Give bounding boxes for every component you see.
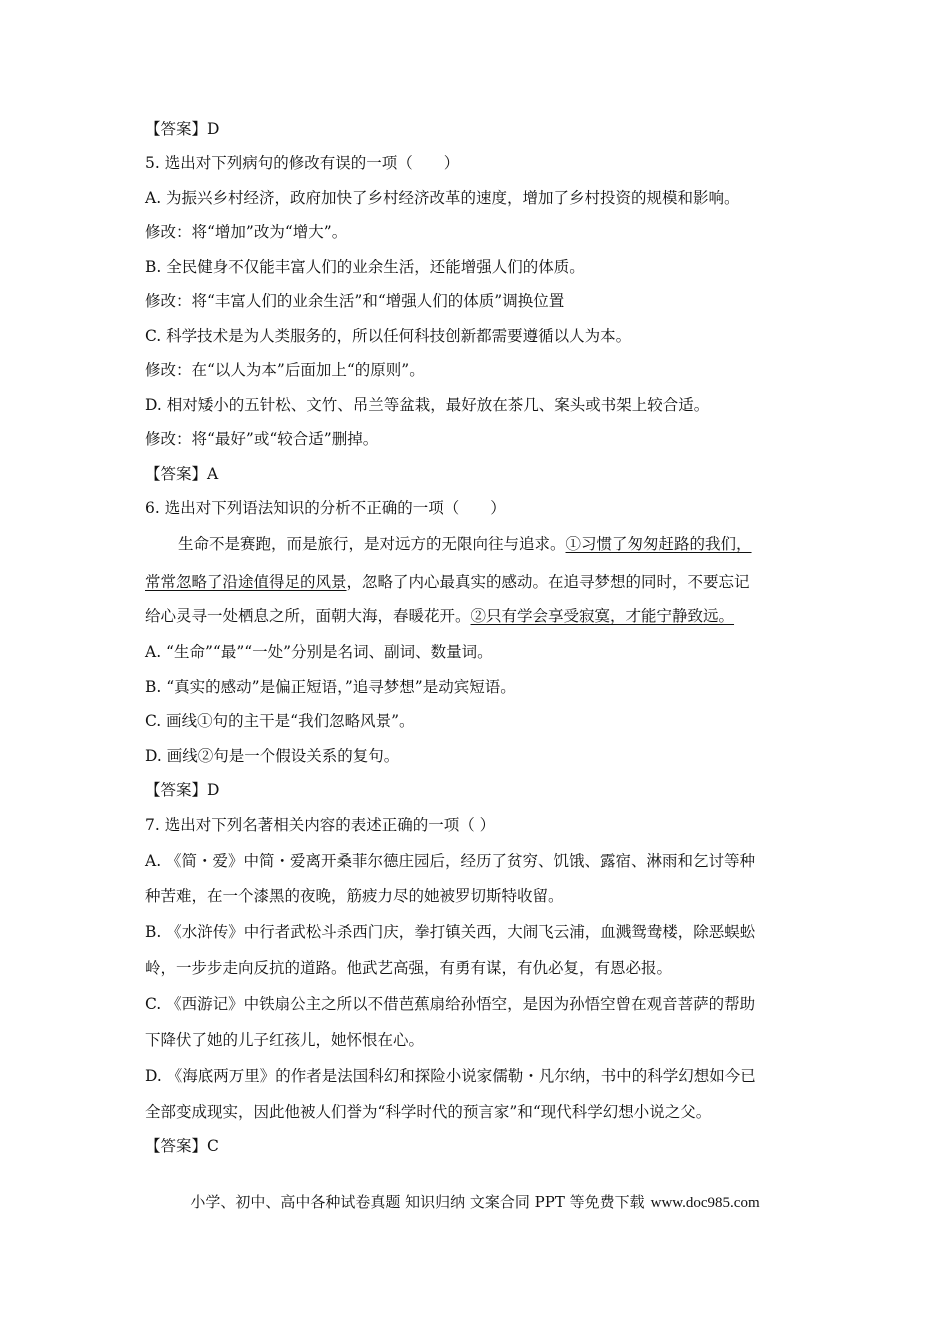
q6-passage-text: 给心灵寻一处栖息之所，面朝大海，春暖花开。 [145,607,471,625]
q6-stem: 6. 选出对下列语法知识的分析不正确的一项（ ） [145,499,506,517]
q6-passage-text: ，忽略了内心最真实的感动。在追寻梦想的同时，不要忘记 [346,573,750,591]
q7-option-a-line-1: A. 《简・爱》中简・爱离开桑菲尔德庄园后，经历了贫穷、饥饿、露宿、淋雨和乞讨等种 [145,852,756,870]
q5-stem: 5. 选出对下列病句的修改有误的一项（ ） [145,154,460,172]
q6-passage-line-2 [145,572,750,592]
q6-underlined-sentence-2: ②只有学会享受寂寞，才能宁静致远。 [470,607,735,625]
q5-option-b-fix: 修改：将“丰富人们的业余生活”和“增强人们的体质”调换位置 [145,292,565,310]
q6-passage-text: 生命不是赛跑，而是旅行，是对远方的无限向往与追求。 [178,535,566,553]
q6-passage-line-3 [145,606,734,626]
q6-option-c: C. 画线①句的主干是“我们忽略风景”。 [145,712,415,730]
q7-stem: 7. 选出对下列名著相关内容的表述正确的一项（ ） [145,816,496,834]
answer-q4: 【答案】D [145,120,220,138]
q5-option-a: A. 为振兴乡村经济，政府加快了乡村经济改革的速度，增加了乡村投资的规模和影响。 [145,189,740,207]
footer-site-link[interactable]: www.doc985.com [650,1195,760,1211]
q6-underlined-sentence-1: ①习惯了匆匆赶路的我们， [565,535,752,553]
q7-option-a-line-2: 种苦难，在一个漆黑的夜晚，筋疲力尽的她被罗切斯特收留。 [145,887,564,905]
q7-option-d-line-1: D. 《海底两万里》的作者是法国科幻和探险小说家儒勒・凡尔纳，书中的科学幻想如今已 [145,1067,756,1085]
q5-option-a-fix: 修改：将“增加”改为“增大”。 [145,223,348,241]
q5-option-b: B. 全民健身不仅能丰富人们的业余生活，还能增强人们的体质。 [145,258,585,276]
q5-option-d-fix: 修改：将“最好”或“较合适”删掉。 [145,430,379,448]
footer-text: 小学、初中、高中各种试卷真题 知识归纳 文案合同 PPT 等免费下载 [190,1193,645,1211]
q6-answer: 【答案】D [145,781,220,799]
q7-option-b-line-2: 岭，一步步走向反抗的道路。他武艺高强，有勇有谋，有仇必复，有恩必报。 [145,959,673,977]
q5-option-d: D. 相对矮小的五针松、文竹、吊兰等盆栽，最好放在茶几、案头或书架上较合适。 [145,396,710,414]
q6-option-d: D. 画线②句是一个假设关系的复句。 [145,747,400,765]
page-footer [0,1192,950,1213]
q6-option-a: A. “生命”“最”“一处”分别是名词、副词、数量词。 [145,643,493,661]
q7-answer: 【答案】C [145,1137,219,1155]
q5-option-c-fix: 修改：在“以人为本”后面加上“的原则”。 [145,361,425,379]
q7-option-c-line-2: 下降伏了她的儿子红孩儿，她怀恨在心。 [145,1031,425,1049]
q7-option-c-line-1: C. 《西游记》中铁扇公主之所以不借芭蕉扇给孙悟空，是因为孙悟空曾在观音菩萨的帮助 [145,995,756,1013]
q7-option-d-line-2: 全部变成现实，因此他被人们誉为“科学时代的预言家”和“现代科学幻想小说之父。 [145,1103,712,1121]
q5-answer: 【答案】A [145,465,219,483]
q6-underlined-sentence-1-cont: 常常忽略了沿途值得足的风景 [145,573,347,591]
q6-option-b: B. “真实的感动”是偏正短语，”追寻梦想”是动宾短语。 [145,678,516,696]
q7-option-b-line-1: B. 《水浒传》中行者武松斗杀西门庆，拳打镇关西，大闹飞云浦，血溅鸳鸯楼，除恶蜈蚣 [145,923,756,941]
q5-option-c: C. 科学技术是为人类服务的，所以任何科技创新都需要遵循以人为本。 [145,327,632,345]
q6-passage-line-1 [178,534,752,554]
